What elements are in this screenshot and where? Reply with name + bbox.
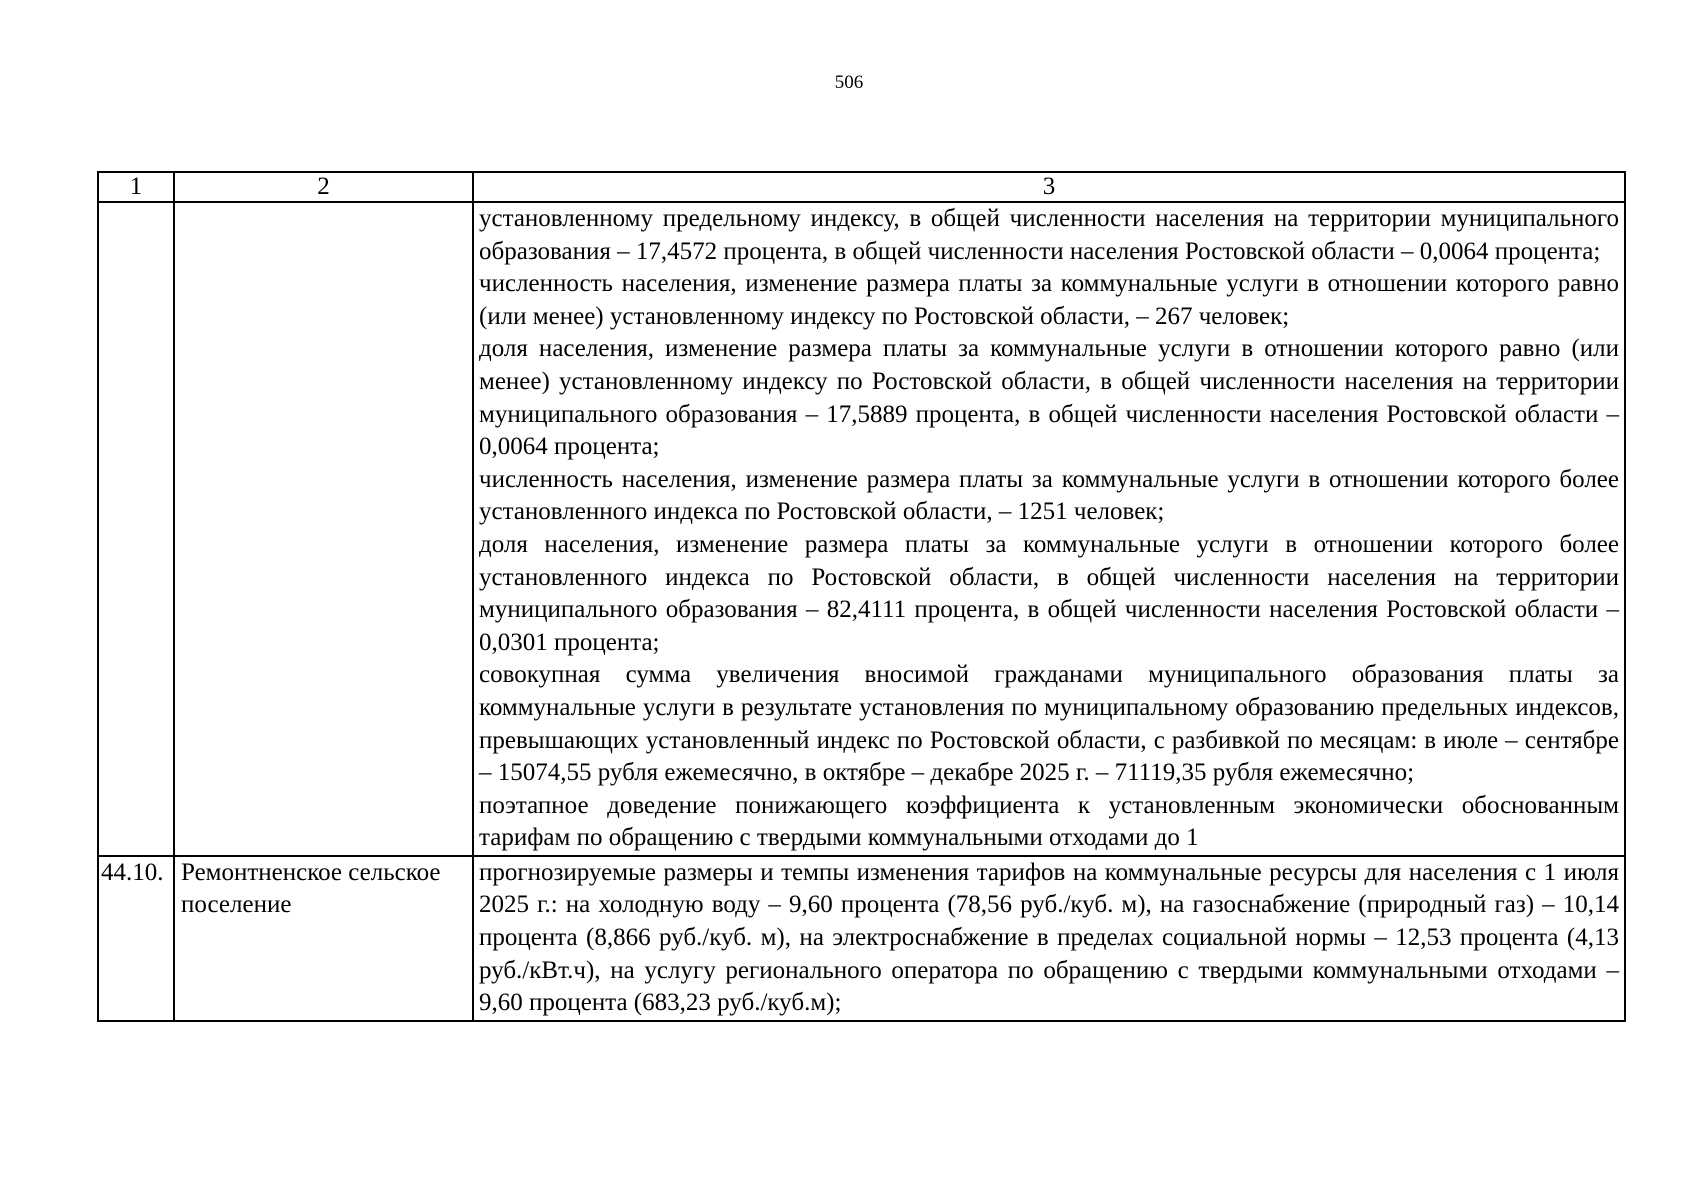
column-header-1: 1 [98, 172, 174, 202]
content-paragraph: доля населения, изменение размера платы за коммунальные услуги в отношении которого равно (или менее) установленному индексу по Ростовской области, в общей численности населения на территории муниципального образования – 17,5889 процента, в общей численности населения Ростовской области – 0,0064 процента; [479, 335, 1619, 461]
table-row [98, 856, 1625, 1021]
row-name-cell [174, 202, 473, 856]
column-header-2: 2 [174, 172, 473, 202]
table-row [98, 202, 1625, 856]
document-table [97, 171, 1626, 1022]
content-paragraph: доля населения, изменение размера платы за коммунальные услуги в отношении которого более установленного индекса по Ростовской области, в общей численности населения на территории муниципального образования – 82,4111 процента, в общей численности населения Ростовской области – 0,0301 процента; [479, 530, 1619, 656]
column-header-3: 3 [473, 172, 1625, 202]
content-paragraph: прогнозируемые размеры и темпы изменения тарифов на коммунальные ресурсы для населения с 1 июля 2025 г.: на холодную воду – 9,60 процента (78,56 руб./куб. м), на газоснабжение (природный газ) – 10,14 процента (8,866 руб./куб. м), на электроснабжение в пределах социальной нормы – 12,53 процента (4,13 руб./кВт.ч), на услугу регионального оператора по обращению с твердыми коммунальными отходами – 9,60 процента (683,23 руб./куб.м); [479, 858, 1619, 1017]
content-paragraph: поэтапное доведение понижающего коэффициента к установленным экономически обоснованным тарифам по обращению с твердыми коммунальными отходами до 1 [479, 791, 1619, 852]
content-paragraph: установленному предельному индексу, в общей численности населения на территории муниципального образования – 17,4572 процента, в общей численности населения Ростовской области – 0,0064 процента; [479, 205, 1619, 265]
table-header-row [98, 172, 1625, 202]
row-content-cell [473, 202, 1625, 856]
page-number: 506 [834, 72, 864, 93]
content-paragraph: совокупная сумма увеличения вносимой гражданами муниципального образования платы за коммунальные услуги в результате установления по муниципальному образованию предельных индексов, превышающих установленный индекс по Ростовской области, с разбивкой по месяцам: в июле – сентябре – 15074,55 рубля ежемесячно, в октябре – декабре 2025 г. – 71119,35 рубля ежемесячно; [479, 661, 1619, 787]
row-number-cell: 44.10. [98, 856, 174, 1021]
content-paragraph: численность населения, изменение размера платы за коммунальные услуги в отношении которого более установленного индекса по Ростовской области, – 1251 человек; [479, 465, 1619, 526]
row-content-cell [473, 856, 1625, 1021]
row-number-cell [98, 202, 174, 856]
row-name-cell: Ремонтненское сельское поселение [174, 856, 473, 1021]
content-paragraph: численность населения, изменение размера платы за коммунальные услуги в отношении которого равно (или менее) установленному индексу по Ростовской области, – 267 человек; [479, 270, 1619, 330]
